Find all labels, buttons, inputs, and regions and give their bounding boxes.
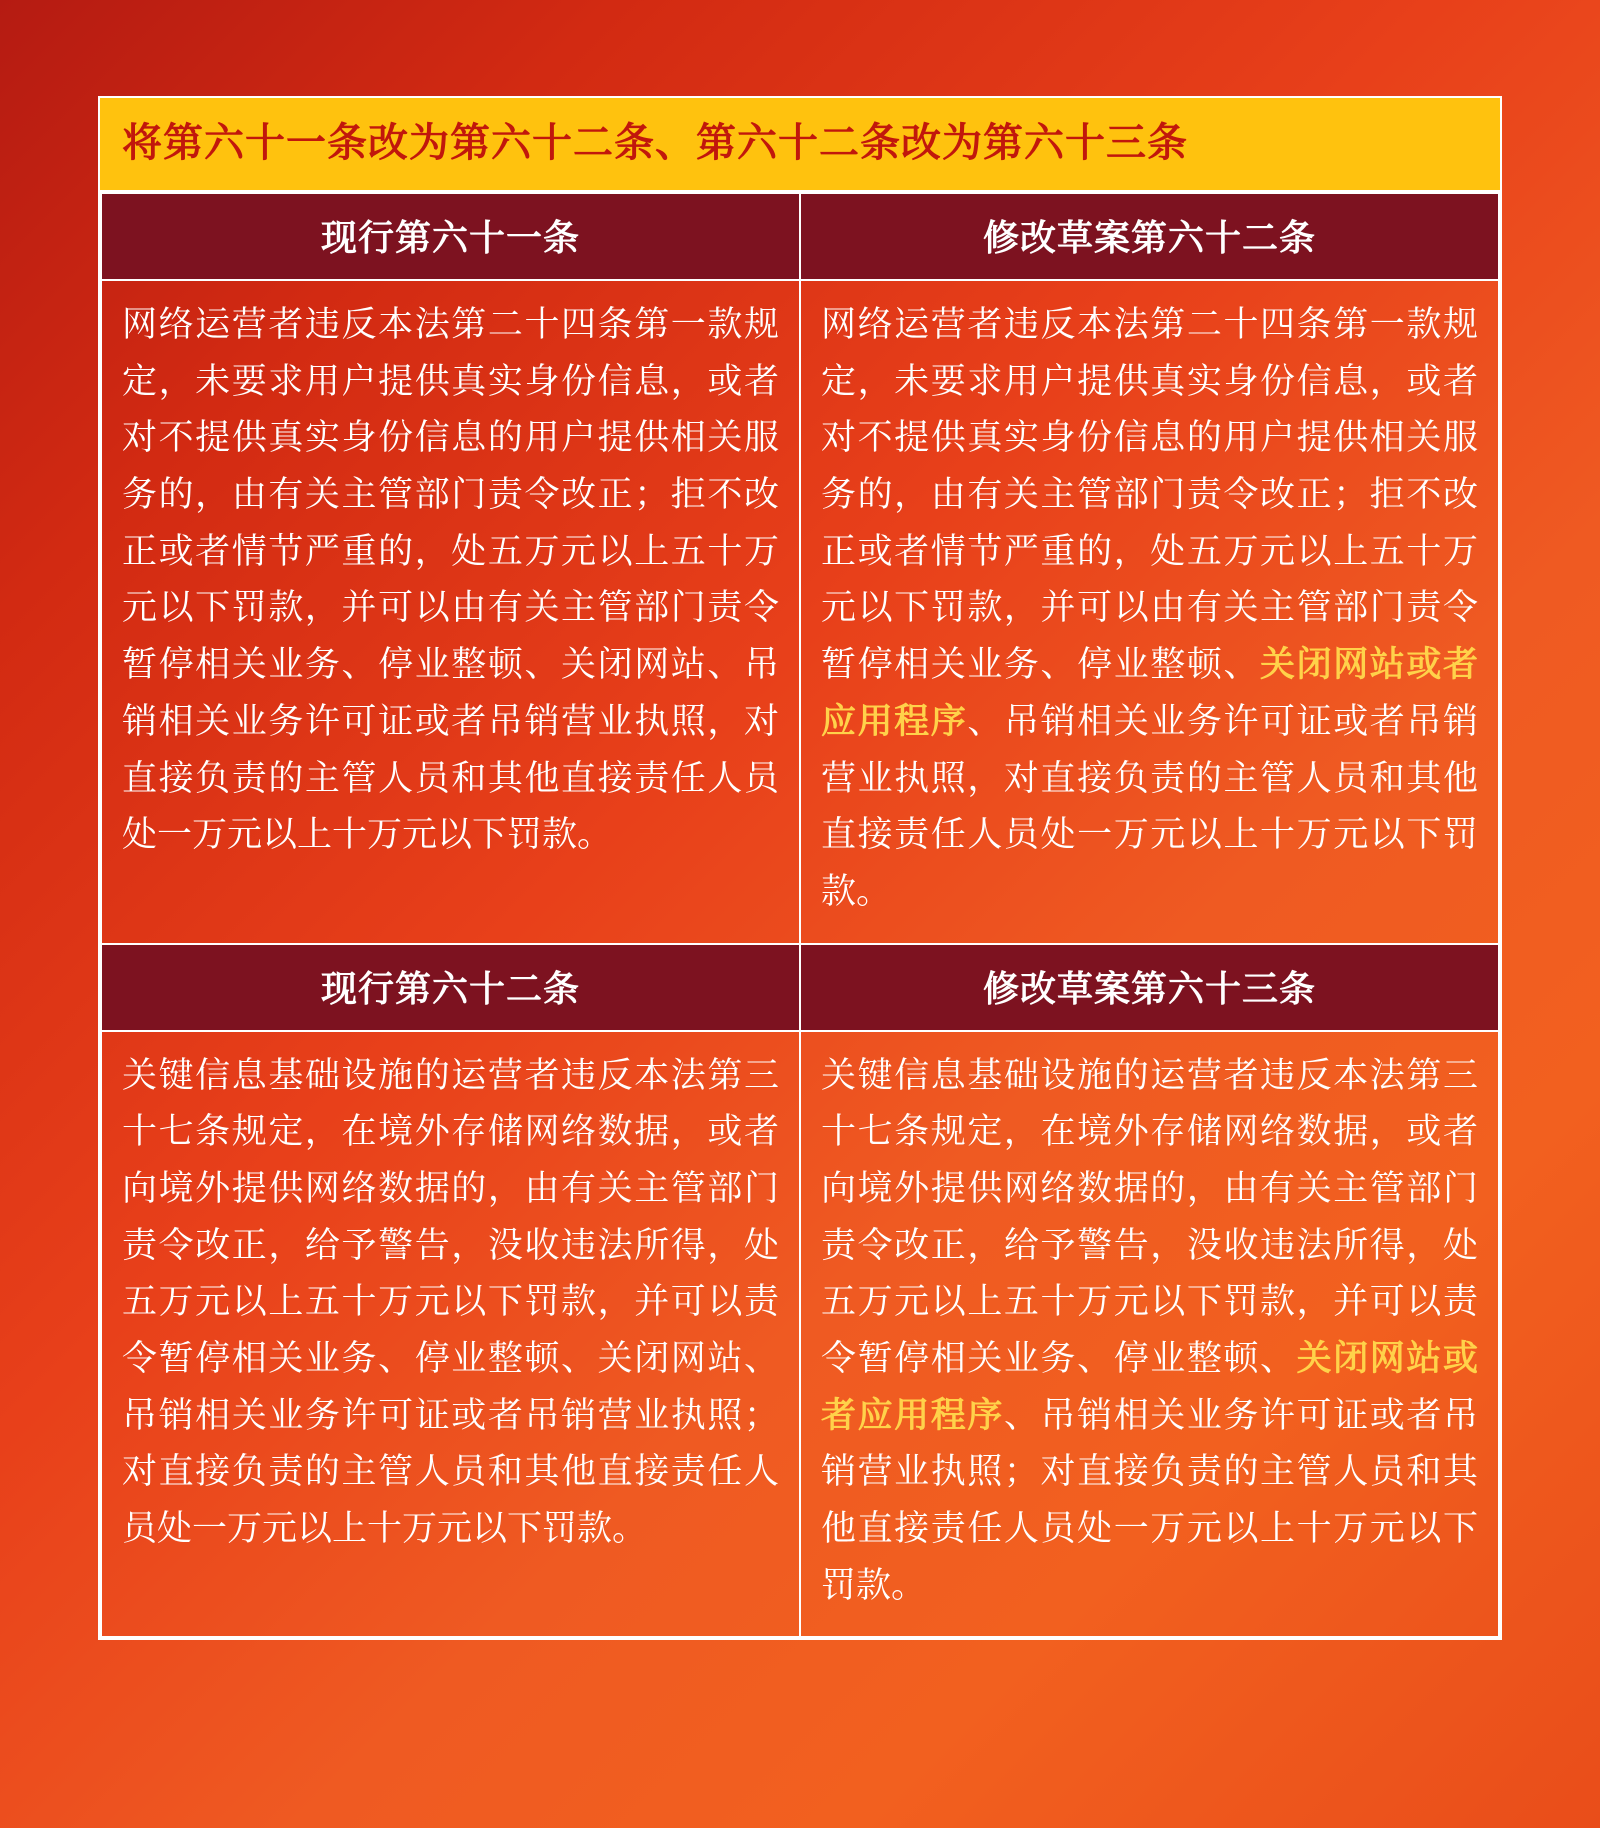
highlighted-amendment-text: 关闭网站或者应用程序 [821, 1339, 1478, 1435]
draft-article-header-2: 修改草案第六十三条 [800, 944, 1499, 1031]
comparison-card [98, 96, 1502, 1640]
table-row [101, 193, 1499, 280]
current-article-header-1: 现行第六十一条 [101, 193, 800, 280]
table-row [101, 1031, 1499, 1638]
draft-article-text-1 [800, 280, 1499, 944]
comparison-table [100, 192, 1500, 1638]
body-text-segment-0: 关键信息基础设施的运营者违反本法第三十七条规定，在境外存储网络数据，或者向境外提供网络数据的，由有关主管部门责令改正，给予警告，没收违法所得，处五万元以上五十万元以下罚款，并可以责令暂停相关业务、停业整顿、 [821, 1055, 1478, 1378]
table-row [101, 280, 1499, 944]
body-text-segment-0: 网络运营者违反本法第二十四条第一款规定，未要求用户提供真实身份信息，或者对不提供真实身份信息的用户提供相关服务的，由有关主管部门责令改正；拒不改正或者情节严重的，处五万元以上五十万元以下罚款，并可以由有关主管部门责令暂停相关业务、停业整顿、 [821, 305, 1478, 685]
body-text-segment-2: 、吊销相关业务许可证或者吊销营业执照；对直接负责的主管人员和其他直接责任人员处一万元以上十万元以下罚款。 [821, 1395, 1478, 1605]
highlighted-amendment-text: 关闭网站或者应用程序 [821, 645, 1478, 741]
current-article-text-2: 关键信息基础设施的运营者违反本法第三十七条规定，在境外存储网络数据，或者向境外提供网络数据的，由有关主管部门责令改正，给予警告，没收违法所得，处五万元以上五十万元以下罚款，并可以责令暂停相关业务、停业整顿、关闭网站、吊销相关业务许可证或者吊销营业执照；对直接负责的主管人员和其他直接责任人员处一万元以上十万元以下罚款。 [101, 1031, 800, 1638]
body-text-segment-2: 、吊销相关业务许可证或者吊销营业执照，对直接负责的主管人员和其他直接责任人员处一万元以上十万元以下罚款。 [821, 701, 1478, 911]
banner-title: 将第六十一条改为第六十二条、第六十二条改为第六十三条 [100, 98, 1500, 192]
table-row [101, 944, 1499, 1031]
draft-article-header-1: 修改草案第六十二条 [800, 193, 1499, 280]
current-article-text-1: 网络运营者违反本法第二十四条第一款规定，未要求用户提供真实身份信息，或者对不提供真实身份信息的用户提供相关服务的，由有关主管部门责令改正；拒不改正或者情节严重的，处五万元以上五十万元以下罚款，并可以由有关主管部门责令暂停相关业务、停业整顿、关闭网站、吊销相关业务许可证或者吊销营业执照，对直接负责的主管人员和其他直接责任人员处一万元以上十万元以下罚款。 [101, 280, 800, 944]
draft-article-text-2 [800, 1031, 1499, 1638]
current-article-header-2: 现行第六十二条 [101, 944, 800, 1031]
